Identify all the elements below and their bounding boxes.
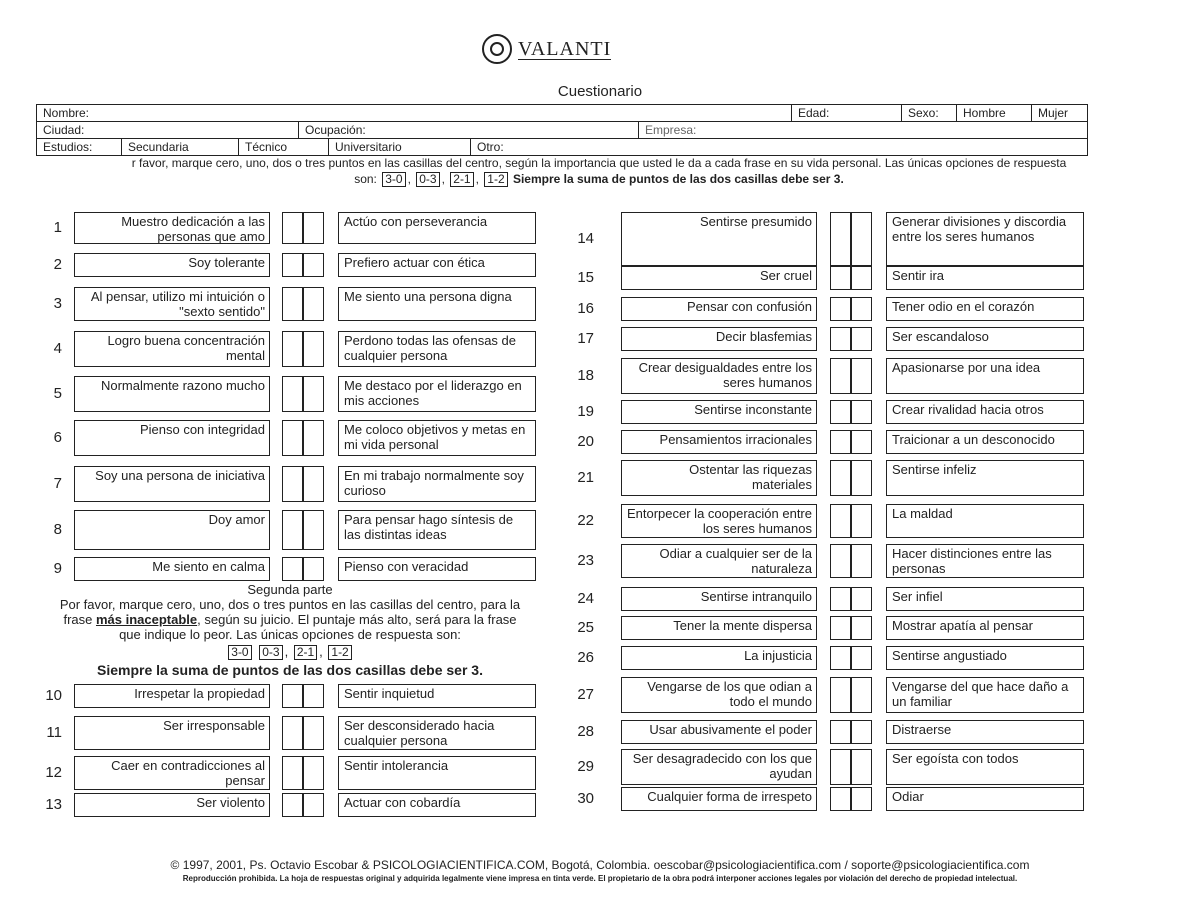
left-statement: Me siento en calma: [74, 557, 270, 581]
score-box-right[interactable]: [851, 720, 872, 744]
option-code: 0-3: [259, 645, 282, 660]
part2-options: 3-0 0-3 , 2-1 , 1-2: [40, 644, 540, 660]
left-statement: Decir blasfemias: [621, 327, 817, 351]
question-number: 15: [577, 269, 594, 286]
left-statement: Crear desigualdades entre los seres humanos: [621, 358, 817, 394]
question-number: 22: [577, 512, 594, 529]
page-title: Cuestionario: [557, 83, 643, 100]
score-box-right[interactable]: [303, 331, 324, 367]
question-number: 10: [45, 687, 62, 704]
score-box-left[interactable]: [830, 460, 851, 496]
score-box-right[interactable]: [303, 716, 324, 750]
score-box-right[interactable]: [851, 297, 872, 321]
question-number: 25: [577, 619, 594, 636]
score-box-left[interactable]: [830, 358, 851, 394]
left-statement: Soy tolerante: [74, 253, 270, 277]
left-statement: Odiar a cualquier ser de la naturaleza: [621, 544, 817, 578]
part2-line: que indique lo peor. Las únicas opciones de respuesta son:: [119, 627, 461, 642]
left-statement: Irrespetar la propiedad: [74, 684, 270, 708]
part2-text: frase: [63, 612, 93, 627]
right-statement: Sentir ira: [886, 266, 1084, 290]
option-code: 2-1: [294, 645, 317, 660]
question-number: 30: [577, 790, 594, 807]
score-box-left[interactable]: [830, 587, 851, 611]
score-box-right[interactable]: [851, 646, 872, 670]
question-number: 17: [577, 330, 594, 347]
right-statement: Generar divisiones y discordia entre los seres humanos: [886, 212, 1084, 266]
score-box-left[interactable]: [282, 716, 303, 750]
score-box-right[interactable]: [851, 460, 872, 496]
score-box-left[interactable]: [830, 266, 851, 290]
score-box-left[interactable]: [830, 327, 851, 351]
option-code: 1-2: [328, 645, 351, 660]
score-box-right[interactable]: [303, 212, 324, 244]
brand-name: VALANTI: [518, 37, 612, 60]
left-statement: Ostentar las riquezas materiales: [621, 460, 817, 496]
footer-copyright: © 1997, 2001, Ps. Octavio Escobar & PSICOLOGIACIENTIFICA.COM, Bogotá, Colombia. oescobar@psicologiacientifica.com / soporte@psicologiacientifica.com: [170, 858, 1030, 872]
question-number: 11: [46, 724, 62, 741]
score-box-left[interactable]: [830, 749, 851, 785]
right-statement: Me destaco por el liderazgo en mis acciones: [338, 376, 536, 412]
left-statement: Pensamientos irracionales: [621, 430, 817, 454]
option-code: 2-1: [450, 172, 473, 187]
ocupacion-field[interactable]: Ocupación:: [299, 122, 639, 138]
right-statement: Me siento una persona digna: [338, 287, 536, 321]
score-box-right[interactable]: [851, 327, 872, 351]
estudios-otro-field[interactable]: Otro:: [477, 140, 504, 154]
right-statement: Ser infiel: [886, 587, 1084, 611]
empresa-field[interactable]: Empresa:: [645, 123, 697, 137]
left-statement: Doy amor: [74, 510, 270, 550]
right-statement: Ser desconsiderado hacia cualquier persona: [338, 716, 536, 750]
left-statement: Vengarse de los que odian a todo el mundo: [621, 677, 817, 713]
score-box-left[interactable]: [830, 297, 851, 321]
score-box-right[interactable]: [303, 287, 324, 321]
left-statement: Soy una persona de iniciativa: [74, 466, 270, 502]
right-statement: Sentirse angustiado: [886, 646, 1084, 670]
score-box-right[interactable]: [303, 793, 324, 817]
score-box-left[interactable]: [282, 331, 303, 367]
ciudad-field[interactable]: Ciudad:: [37, 122, 299, 138]
score-box-right[interactable]: [303, 557, 324, 581]
part2-title: Segunda parte: [247, 582, 333, 597]
score-box-left[interactable]: [282, 376, 303, 412]
left-statement: Normalmente razono mucho: [74, 376, 270, 412]
question-number: 8: [53, 521, 62, 538]
right-statement: Distraerse: [886, 720, 1084, 744]
score-box-right[interactable]: [303, 756, 324, 790]
option-code: 3-0: [228, 645, 251, 660]
score-box-left[interactable]: [830, 544, 851, 578]
score-box-left[interactable]: [282, 793, 303, 817]
left-statement: Ser violento: [74, 793, 270, 817]
score-box-left[interactable]: [830, 504, 851, 538]
left-statement: Cualquier forma de irrespeto: [621, 787, 817, 811]
score-box-left[interactable]: [282, 510, 303, 550]
score-box-right[interactable]: [303, 376, 324, 412]
question-number: 14: [577, 230, 594, 247]
right-statement: Sentir inquietud: [338, 684, 536, 708]
score-box-left[interactable]: [830, 400, 851, 424]
score-box-left[interactable]: [282, 756, 303, 790]
question-number: 27: [577, 686, 594, 703]
left-statement: Ser cruel: [621, 266, 817, 290]
question-number: 28: [577, 723, 594, 740]
score-box-left[interactable]: [282, 420, 303, 456]
question-number: 19: [577, 403, 594, 420]
left-statement: Tener la mente dispersa: [621, 616, 817, 640]
personal-info-form: [36, 104, 1088, 156]
score-box-left[interactable]: [830, 430, 851, 454]
score-box-right[interactable]: [851, 544, 872, 578]
question-number: 26: [577, 649, 594, 666]
left-statement: Logro buena concentración mental: [74, 331, 270, 367]
question-number: 21: [577, 469, 594, 486]
score-box-left[interactable]: [830, 616, 851, 640]
question-number: 7: [53, 475, 62, 492]
part2-text: , según su juicio. El puntaje más alto, será para la frase: [197, 612, 517, 627]
score-box-right[interactable]: [851, 616, 872, 640]
score-box-right[interactable]: [851, 504, 872, 538]
score-box-right[interactable]: [303, 420, 324, 456]
score-box-right[interactable]: [303, 684, 324, 708]
edad-field[interactable]: Edad:: [792, 105, 902, 121]
score-box-right[interactable]: [851, 677, 872, 713]
right-statement: Vengarse del que hace daño a un familiar: [886, 677, 1084, 713]
left-statement: Al pensar, utilizo mi intuición o "sexto sentido": [74, 287, 270, 321]
score-box-right[interactable]: [851, 266, 872, 290]
left-statement: Pienso con integridad: [74, 420, 270, 456]
instructions-options: son: 3-0 , 0-3 , 2-1 , 1-2 Siempre la suma de puntos de las dos casillas debe ser 3.: [354, 172, 844, 186]
left-statement: Sentirse intranquilo: [621, 587, 817, 611]
part2-instructions: [40, 582, 540, 678]
score-box-left[interactable]: [282, 557, 303, 581]
right-statement: Ser escandaloso: [886, 327, 1084, 351]
right-statement: En mi trabajo normalmente soy curioso: [338, 466, 536, 502]
right-statement: Prefiero actuar con ética: [338, 253, 536, 277]
sexo-label: Sexo:: [902, 105, 957, 121]
part2-sum-rule: Siempre la suma de puntos de las dos casillas debe ser 3.: [97, 662, 483, 678]
instructions-line: r favor, marque cero, uno, dos o tres puntos en las casillas del centro, según la importancia que usted le da a cada frase en su vida personal. Las únicas opciones de respuesta: [131, 156, 1067, 170]
score-box-right[interactable]: [851, 749, 872, 785]
right-statement: Traicionar a un desconocido: [886, 430, 1084, 454]
question-number: 3: [53, 295, 62, 312]
sum-rule: Siempre la suma de puntos de las dos casillas debe ser 3.: [512, 172, 844, 186]
right-statement: La maldad: [886, 504, 1084, 538]
right-statement: Mostrar apatía al pensar: [886, 616, 1084, 640]
footer-legal: Reproducción prohibida. La hoja de respuestas original y adquirida legalmente viene impresa en tinta verde. El propietario de la obra podrá interponer acciones legales por violación del derecho de propiedad intelectual.: [182, 874, 1018, 883]
score-box-right[interactable]: [851, 212, 872, 266]
question-number: 24: [577, 590, 594, 607]
left-statement: Ser irresponsable: [74, 716, 270, 750]
question-number: 23: [577, 552, 594, 569]
right-statement: Apasionarse por una idea: [886, 358, 1084, 394]
right-statement: Sentirse infeliz: [886, 460, 1084, 496]
question-number: 1: [53, 219, 62, 236]
estudios-label: Estudios:: [37, 139, 122, 155]
option-code: 0-3: [416, 172, 439, 187]
left-statement: Entorpecer la cooperación entre los seres humanos: [621, 504, 817, 538]
score-box-right[interactable]: [303, 510, 324, 550]
question-number: 4: [53, 340, 62, 357]
sexo-hombre-option[interactable]: Hombre: [957, 105, 1032, 121]
score-box-left[interactable]: [830, 720, 851, 744]
right-statement: Tener odio en el corazón: [886, 297, 1084, 321]
right-statement: Crear rivalidad hacia otros: [886, 400, 1084, 424]
question-number: 9: [53, 560, 62, 577]
right-statement: Ser egoísta con todos: [886, 749, 1084, 785]
score-box-right[interactable]: [851, 787, 872, 811]
left-statement: Sentirse inconstante: [621, 400, 817, 424]
right-statement: Hacer distinciones entre las personas: [886, 544, 1084, 578]
nombre-field[interactable]: Nombre:: [37, 105, 792, 121]
left-statement: Usar abusivamente el poder: [621, 720, 817, 744]
left-statement: Muestro dedicación a las personas que amo: [74, 212, 270, 244]
score-box-left[interactable]: [830, 212, 851, 266]
left-statement: Caer en contradicciones al pensar: [74, 756, 270, 790]
right-statement: Pienso con veracidad: [338, 557, 536, 581]
question-number: 2: [53, 256, 62, 273]
score-box-right[interactable]: [851, 358, 872, 394]
score-box-left[interactable]: [830, 646, 851, 670]
right-statement: Perdono todas las ofensas de cualquier persona: [338, 331, 536, 367]
score-box-right[interactable]: [851, 400, 872, 424]
right-statement: Odiar: [886, 787, 1084, 811]
score-box-left[interactable]: [282, 466, 303, 502]
part2-line: [40, 612, 540, 627]
question-number: 16: [577, 300, 594, 317]
score-box-left[interactable]: [830, 787, 851, 811]
right-statement: Sentir intolerancia: [338, 756, 536, 790]
right-statement: Me coloco objetivos y metas en mi vida personal: [338, 420, 536, 456]
instructions: [4, 155, 1194, 187]
question-number: 18: [577, 367, 594, 384]
score-box-left[interactable]: [282, 684, 303, 708]
score-box-left[interactable]: [830, 677, 851, 713]
logo-emblem-icon: [482, 34, 512, 64]
question-number: 29: [577, 758, 594, 775]
right-statement: Actúo con perseverancia: [338, 212, 536, 244]
instructions-son: son:: [354, 172, 377, 186]
score-box-left[interactable]: [282, 212, 303, 244]
score-box-right[interactable]: [851, 587, 872, 611]
logo: [482, 34, 611, 64]
left-statement: La injusticia: [621, 646, 817, 670]
part2-line: Por favor, marque cero, uno, dos o tres puntos en las casillas del centro, para la: [59, 597, 521, 612]
estudios-tecnico-option[interactable]: Técnico: [239, 139, 329, 155]
estudios-universitario-option[interactable]: Universitario: [329, 139, 471, 155]
estudios-secundaria-option[interactable]: Secundaria: [122, 139, 239, 155]
question-number: 12: [45, 764, 62, 781]
question-number: 6: [53, 429, 62, 446]
right-statement: Para pensar hago síntesis de las distintas ideas: [338, 510, 536, 550]
score-box-left[interactable]: [282, 253, 303, 277]
part2-emphasis: más inaceptable: [95, 612, 198, 627]
right-statement: Actuar con cobardía: [338, 793, 536, 817]
left-statement: Sentirse presumido: [621, 212, 817, 266]
score-box-left[interactable]: [282, 287, 303, 321]
sexo-mujer-option[interactable]: Mujer: [1038, 106, 1069, 120]
score-box-right[interactable]: [303, 466, 324, 502]
question-number: 13: [45, 796, 62, 813]
score-box-right[interactable]: [851, 430, 872, 454]
question-number: 5: [53, 385, 62, 402]
option-code: 3-0: [382, 172, 405, 187]
option-code: 1-2: [484, 172, 507, 187]
score-box-right[interactable]: [303, 253, 324, 277]
question-number: 20: [577, 433, 594, 450]
left-statement: Ser desagradecido con los que ayudan: [621, 749, 817, 785]
left-statement: Pensar con confusión: [621, 297, 817, 321]
